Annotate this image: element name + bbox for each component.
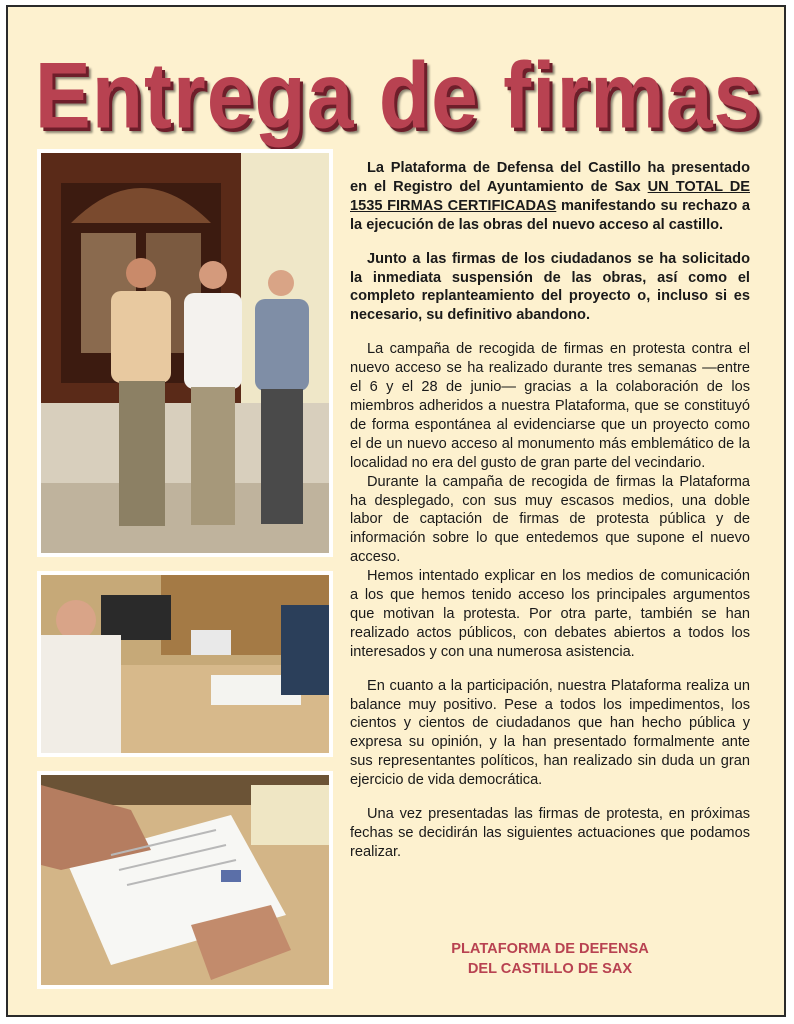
intro-text-a: La Plataforma de Defensa del Castillo ha presentado en el Registro del Ayuntamiento de Sax xyxy=(350,160,750,195)
signature-block xyxy=(350,939,750,979)
intro-paragraph xyxy=(350,159,750,235)
next-steps-paragraph: Una vez presentadas las firmas de protesta, en próximas fechas se decidirán las siguientes actuaciones que podamos realizar. xyxy=(350,806,750,860)
signature-line-1: PLATAFORMA DE DEFENSA xyxy=(451,941,649,957)
outreach-paragraph: Durante la campaña de recogida de firmas la Plataforma ha desplegado, con sus muy escasos medios, una doble labor de captación de firmas de protesta pública y de información sobre lo que entedemos que supone el nuevo acceso. xyxy=(350,473,750,566)
intro-text-b: manifestando su rechazo a la ejecución de las obras del nuevo acceso al castillo. xyxy=(350,197,751,233)
photo-three-men xyxy=(37,149,333,557)
document-page xyxy=(6,5,786,1017)
headline: Entrega de firmas xyxy=(34,42,762,148)
media-paragraph: Hemos intentado explicar en los medios de comunicación a los que hemos tenido acceso los principales argumentos que motivan la protesta. Por otra parte, también se han realizado actos públicos, con debates abiertos a todos los interesados y con una numerosa asistencia. xyxy=(350,568,750,660)
request-paragraph: Junto a las firmas de los ciudadanos se ha solicitado la inmediata suspensión de las obras, así como el completo replanteamiento del proyecto o, incluso si es necesario, su definitivo abandono. xyxy=(350,250,750,324)
participation-paragraph: En cuanto a la participación, nuestra Plataforma realiza un balance muy positivo. Pese a todos los impedimentos, los cientos y cientos de ciudadanos que han hecho pública y expresa su opinión, y la han presentado formalmente ante sus representantes políticos, han realizado sin duda un gran ejercicio de vida democrática. xyxy=(350,677,750,789)
signature-line-2: DEL CASTILLO DE SAX xyxy=(467,961,633,977)
photo-registry-desk xyxy=(37,571,333,757)
article-body xyxy=(350,159,750,862)
signature-count-highlight: UN TOTAL DE 1535 FIRMAS CERTIFICADAS xyxy=(350,178,750,214)
photo-signed-document xyxy=(37,771,333,989)
campaign-paragraph: La campaña de recogida de firmas en protesta contra el nuevo acceso se ha realizado durante tres semanas —entre el 6 y el 28 de junio— gracias a la colaboración de los miembros adheridos a nuestra Plataforma, que se constituyó de forma espontánea al evidenciarse que un proyecto como el de un nuevo acceso al monumento más emblemático de la localidad no era del gusto de gran parte del vecindario. xyxy=(350,341,750,471)
